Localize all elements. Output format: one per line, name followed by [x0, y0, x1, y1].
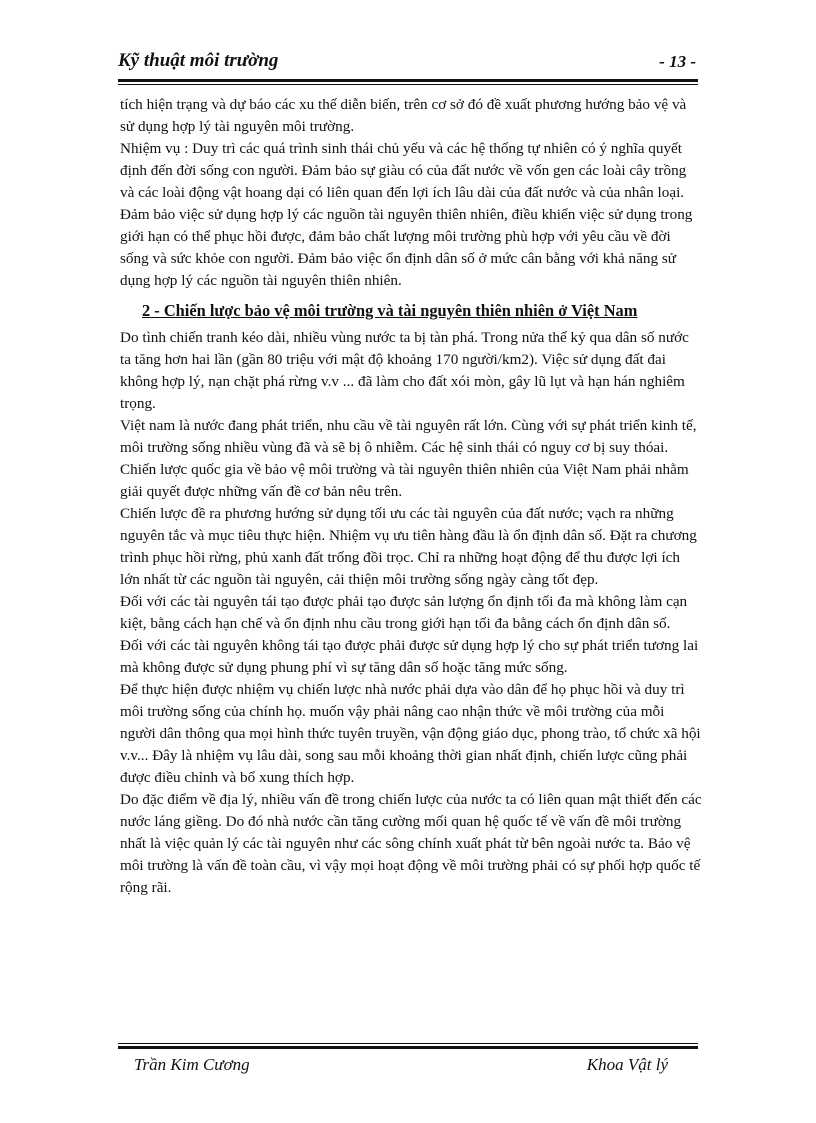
section-heading [142, 298, 702, 323]
header-rule [118, 79, 698, 85]
header-title: Kỹ thuật môi trường [118, 50, 279, 71]
paragraph: Nhiệm vụ : Duy trì các quá trình sinh thái chủ yếu và các hệ thống tự nhiên có ý nghĩa quyết định đến đời sống con người. Đảm bảo sự giàu có của đất nước về vốn gen các loài cây trồng và các loài động vật hoang dại có liên quan đến lợi ích lâu dài của đất nước và của nhân loại. Đảm bảo việc sử dụng hợp lý các nguồn tài nguyên thiên nhiên, điều khiển việc sử dụng trong giới hạn có thể phục hồi được, đảm bảo chất lượng môi trường phù hợp với yêu cầu về đời sống và sức khỏe con người. Đảm bảo việc ổn định dân số ở mức cân bằng với khả năng sử dụng hợp lý các nguồn tài nguyên thiên nhiên. [120, 140, 693, 289]
page-header [118, 50, 698, 80]
page-body [120, 94, 702, 899]
page-number: - 13 - [659, 52, 696, 71]
paragraph: Do tình chiến tranh kéo dài, nhiều vùng nước ta bị tàn phá. Trong nửa thế kỷ qua dân số nước ta tăng hơn hai lần (gần 80 triệu với mật độ khoảng 170 người/km2). Việc sử dụng đất đai không hợp lý, nạn chặt phá rừng v.v ... đã làm cho đất xói mòn, gây lũ lụt và hạn hán nghiêm trọng. [120, 329, 689, 412]
paragraph: tích hiện trạng và dự báo các xu thế diễn biến, trên cơ sở đó đề xuất phương hướng bảo vệ và sử dụng hợp lý tài nguyên môi trường. [120, 96, 687, 135]
paragraph: Do đặc điểm về địa lý, nhiều vấn đề trong chiến lược của nước ta có liên quan mật thiết đến các nước láng giềng. Do đó nhà nước cần tăng cường mối quan hệ quốc tế về vấn đề môi trường nhất là việc quản lý các tài nguyên như các sông chính xuất phát từ bên ngoài nước ta. Bảo vệ môi trường là vấn đề toàn cầu, vì vậy mọi hoạt động về môi trường phải có sự phối hợp quốc tế rộng rãi. [120, 791, 702, 896]
section-heading-text: 2 - Chiến lược bảo vệ môi trường và tài nguyên thiên nhiên ở Việt Nam [142, 301, 638, 320]
paragraph: Để thực hiện được nhiệm vụ chiến lược nhà nước phải dựa vào dân để họ phục hồi và duy trì môi trường sống của chính họ. muốn vậy phải nâng cao nhận thức về môi trường của mỗi người dân thông qua mọi hình thức tuyên truyền, vận động giáo dục, phong trào, tổ chức xã hội v.v... Đây là nhiệm vụ lâu dài, song sau mỗi khoảng thời gian nhất định, chiến lược cũng phải được điều chỉnh và bổ xung thích hợp. [120, 681, 701, 786]
paragraph: Chiến lược quốc gia về bảo vệ môi trường và tài nguyên thiên nhiên của Việt Nam phải nhằm giải quyết được những vấn đề cơ bản nêu trên. [120, 461, 689, 500]
paragraph: Đối với các tài nguyên không tái tạo được phải được sử dụng hợp lý cho sự phát triển tương lai mà không được sử dụng phung phí vì sự tăng dân số hoặc tăng mức sống. [120, 637, 699, 676]
paragraph: Đối với các tài nguyên tái tạo được phải tạo được sản lượng ổn định tối đa mà không làm cạn kiệt, bằng cách hạn chế và ổn định nhu cầu trong giới hạn tối đa bằng cách ổn định dân số. [120, 593, 688, 632]
footer-author: Trần Kim Cương [134, 1055, 250, 1074]
paragraph: Chiến lược đề ra phương hướng sử dụng tối ưu các tài nguyên của đất nước; vạch ra những nguyên tắc và mục tiêu thực hiện. Nhiệm vụ ưu tiên hàng đầu là ổn định dân số. Đặt ra chương trình phục hồi rừng, phủ xanh đất trống đồi trọc. Chỉ ra những hoạt động để thu được lợi ích lớn nhất từ các nguồn tài nguyên, cải thiện môi trường sống ngày càng tốt đẹp. [120, 505, 697, 588]
footer-department: Khoa Vật lý [586, 1055, 668, 1074]
paragraph: Việt nam là nước đang phát triển, nhu cầu về tài nguyên rất lớn. Cùng với sự phát triển kinh tế, môi trường sống nhiều vùng đã và sẽ bị ô nhiễm. Các hệ sinh thái có nguy cơ bị suy thóai. [120, 417, 697, 456]
footer-rule [118, 1043, 698, 1049]
